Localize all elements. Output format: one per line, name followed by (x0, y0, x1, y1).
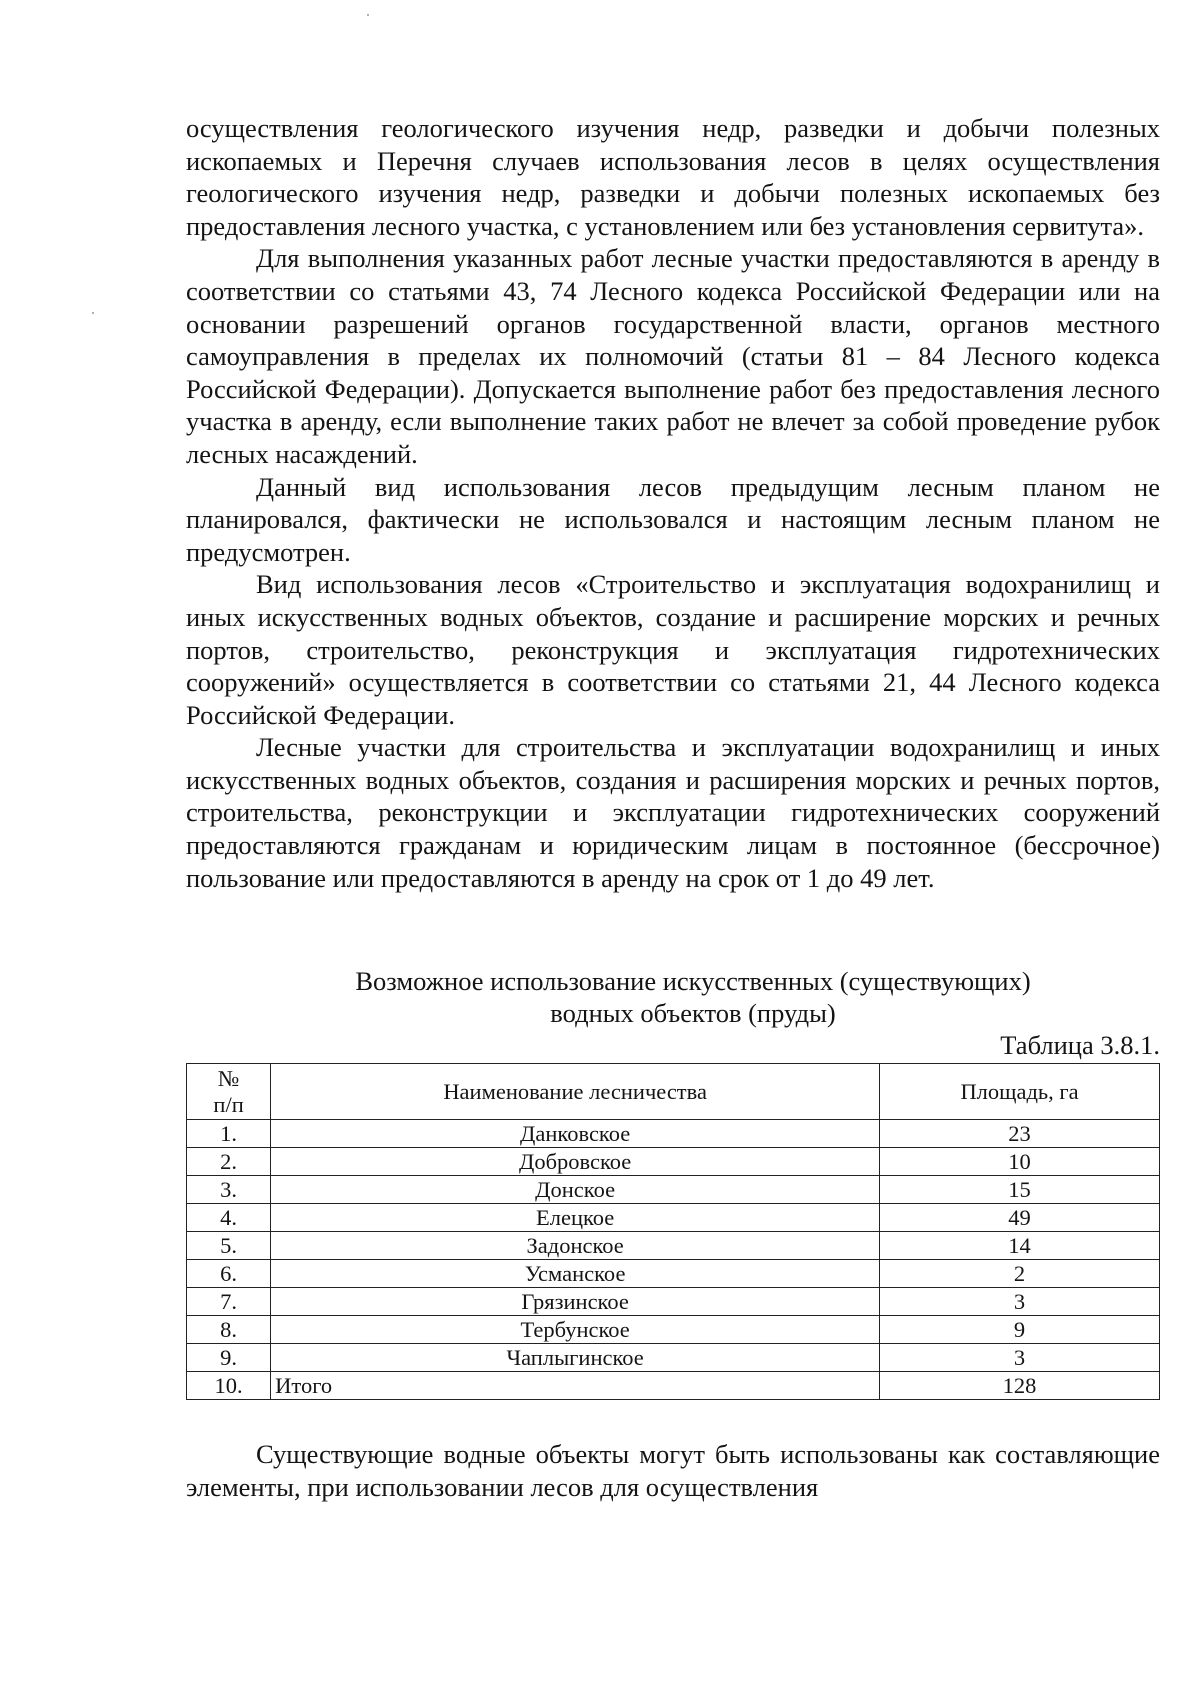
row-forestry-name: Донское (271, 1176, 880, 1204)
table-row (187, 1148, 1160, 1176)
row-forestry-name: Добровское (271, 1148, 880, 1176)
header-forestry-name: Наименование лесничества (271, 1064, 880, 1120)
closing-paragraph: Существующие водные объекты могут быть использованы как составляющие элементы, при использовании лесов для осуществления (186, 1439, 1160, 1502)
page-content (186, 112, 1160, 1503)
table-body (187, 1120, 1160, 1400)
row-area: 9 (880, 1316, 1160, 1344)
total-area: 128 (880, 1372, 1160, 1400)
header-number-line-1: № (217, 1065, 240, 1091)
row-forestry-name: Тербунское (271, 1316, 880, 1344)
row-forestry-name: Данковское (271, 1120, 880, 1148)
table-total-row (187, 1372, 1160, 1400)
scan-speck (367, 14, 369, 16)
row-number: 9. (187, 1344, 271, 1372)
total-number: 10. (187, 1372, 271, 1400)
table-number: Таблица 3.8.1. (1000, 1030, 1160, 1061)
row-number: 2. (187, 1148, 271, 1176)
table-row (187, 1316, 1160, 1344)
row-area: 2 (880, 1260, 1160, 1288)
header-area: Площадь, га (880, 1064, 1160, 1120)
row-number: 5. (187, 1232, 271, 1260)
spacer (186, 894, 1160, 965)
row-forestry-name: Чаплыгинское (271, 1344, 880, 1372)
row-number: 3. (187, 1176, 271, 1204)
row-number: 7. (187, 1288, 271, 1316)
row-forestry-name: Грязинское (271, 1288, 880, 1316)
paragraph-3: Данный вид использования лесов предыдущим лесным планом не планировался, фактически не использовался и настоящим лесным планом не предусмотрен. (186, 471, 1160, 567)
header-number-line-2: п/п (213, 1091, 244, 1117)
row-area: 14 (880, 1232, 1160, 1260)
row-area: 15 (880, 1176, 1160, 1204)
table-caption-line-2: водных объектов (пруды) (550, 998, 836, 1029)
table-header-row (187, 1064, 1160, 1120)
total-label: Итого (271, 1372, 880, 1400)
table-row (187, 1260, 1160, 1288)
row-area: 23 (880, 1120, 1160, 1148)
header-number (187, 1064, 271, 1120)
table-row (187, 1204, 1160, 1232)
row-number: 6. (187, 1260, 271, 1288)
row-area: 49 (880, 1204, 1160, 1232)
table-row (187, 1176, 1160, 1204)
table-row (187, 1232, 1160, 1260)
row-forestry-name: Усманское (271, 1260, 880, 1288)
row-area: 3 (880, 1288, 1160, 1316)
table-caption-line-1: Возможное использование искусственных (существующих) (355, 966, 1031, 997)
row-area: 10 (880, 1148, 1160, 1176)
row-area: 3 (880, 1344, 1160, 1372)
row-forestry-name: Елецкое (271, 1204, 880, 1232)
scan-speck (92, 312, 94, 314)
row-number: 8. (187, 1316, 271, 1344)
paragraph-2: Для выполнения указанных работ лесные участки предоставляются в аренду в соответствии со статьями 43, 74 Лесного кодекса Российской Федерации или на основании разрешений органов государственной власти, органов местного самоуправления в пределах их полномочий (статьи 81 – 84 Лесного кодекса Российской Федерации). Допускается выполнение работ без предоставления лесного участка в аренду, если выполнение таких работ не влечет за собой проведение рубок лесных насаждений. (186, 243, 1160, 469)
paragraph-1: осуществления геологического изучения недр, разведки и добычи полезных ископаемых и Перечня случаев использования лесов в целях осуществления геологического изучения недр, разведки и добычи полезных ископаемых без предоставления лесного участка, с установлением или без установления сервитута». (186, 113, 1160, 241)
table-row (187, 1344, 1160, 1372)
table-row (187, 1288, 1160, 1316)
row-forestry-name: Задонское (271, 1232, 880, 1260)
row-number: 1. (187, 1120, 271, 1148)
paragraph-5: Лесные участки для строительства и эксплуатации водохранилищ и иных искусственных водных объектов, создания и расширения морских и речных портов, строительства, реконструкции и эксплуатации гидротехнических сооружений предоставляются гражданам и юридическим лицам в постоянное (бессрочное) пользование или предоставляются в аренду на срок от 1 до 49 лет. (186, 732, 1160, 893)
row-number: 4. (187, 1204, 271, 1232)
table-row (187, 1120, 1160, 1148)
forestry-table (186, 1063, 1160, 1400)
paragraph-4: Вид использования лесов «Строительство и эксплуатация водохранилищ и иных искусственных водных объектов, создание и расширение морских и речных портов, строительство, реконструкция и эксплуатация гидротехнических сооружений» осуществляется в соответствии со статьями 21, 44 Лесного кодекса Российской Федерации. (186, 569, 1160, 730)
